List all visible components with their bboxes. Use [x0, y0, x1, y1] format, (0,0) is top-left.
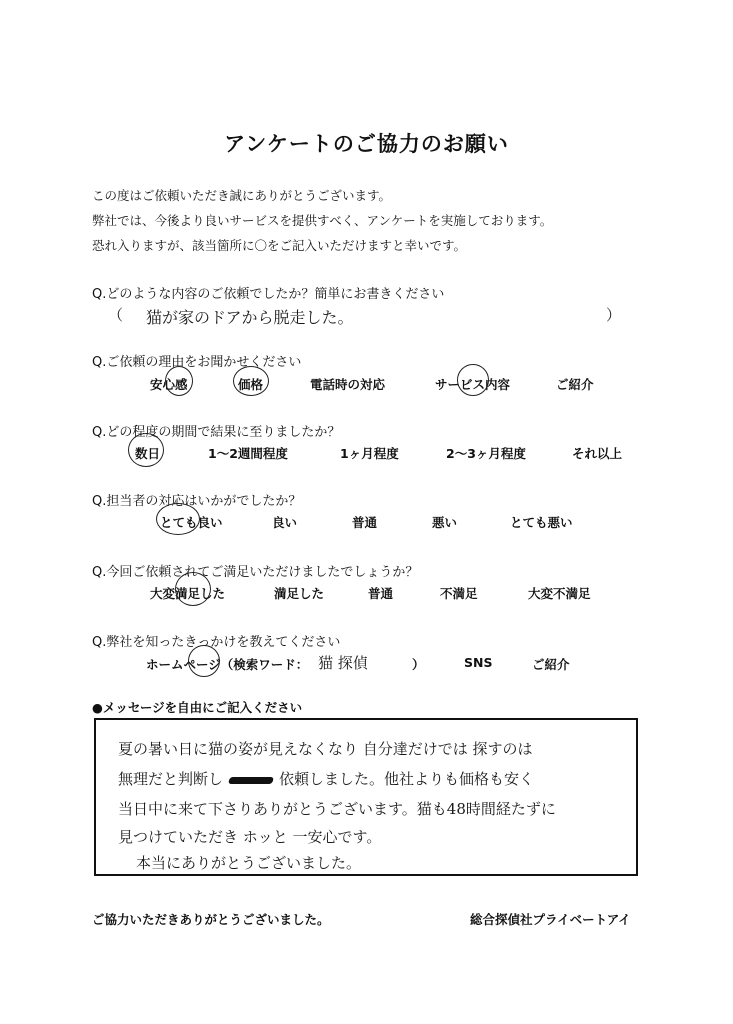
q6-option-sns[interactable]: SNS	[464, 655, 493, 670]
q5-circle-mark	[175, 572, 211, 606]
q2-option-service[interactable]: サービス内容	[435, 377, 511, 392]
message-line-2	[118, 768, 534, 789]
q6-close-paren: ）	[412, 657, 425, 672]
q2-circle-mark-3	[457, 364, 489, 396]
q1-answer: 猫が家のドアから脱走した。	[146, 308, 354, 327]
question-4: Q.担当者の対応はいかがでしたか？	[92, 494, 302, 509]
q4-option-good[interactable]: 良い	[272, 515, 298, 530]
message-line-1: 夏の暑い日に猫の姿が見えなくなり 自分達だけでは 探すのは	[118, 740, 533, 758]
scribble-mark	[228, 777, 274, 784]
q2-circle-mark-1	[165, 366, 193, 396]
q4-option-normal[interactable]: 普通	[352, 515, 378, 530]
q4-circle-mark	[156, 503, 200, 535]
message-box	[94, 718, 638, 876]
q6-option-referral[interactable]: ご紹介	[532, 657, 570, 672]
message-line-2-body: 依頼しました。他社よりも価格も安く	[279, 770, 535, 788]
question-3: Q.どの程度の期間で結果に至りましたか？	[92, 425, 341, 440]
message-line-2-prefix: 無理だと判断し	[118, 770, 224, 788]
q3-option-1month[interactable]: 1ヶ月程度	[340, 446, 399, 461]
message-line-5: 本当にありがとうございました。	[136, 854, 362, 872]
q2-option-anshinkan[interactable]: 安心感	[150, 377, 188, 392]
q5-option-normal[interactable]: 普通	[368, 586, 394, 601]
message-line-3: 当日中に来て下さりありがとうございます。猫も48時間経たずに	[118, 800, 556, 818]
q5-option-very-satisfied[interactable]: 大変満足した	[150, 586, 226, 601]
q4-option-very-bad[interactable]: とても悪い	[510, 515, 573, 530]
intro-line-2: 弊社では、今後より良いサービスを提供すべく、アンケートを実施しております。	[92, 213, 553, 228]
q3-option-more[interactable]: それ以上	[572, 446, 623, 461]
q5-option-very-unsatisfied[interactable]: 大変不満足	[528, 586, 591, 601]
intro-line-1: この度はご依頼いただき誠にありがとうございます。	[92, 188, 392, 203]
question-2: Q.ご依頼の理由をお聞かせください	[92, 355, 302, 370]
q6-circle-mark	[188, 645, 220, 677]
q2-option-referral[interactable]: ご紹介	[556, 377, 594, 392]
q4-option-very-good[interactable]: とても良い	[160, 515, 223, 530]
q3-option-1-2weeks[interactable]: 1～2週間程度	[208, 446, 288, 461]
q6-option-homepage[interactable]: ホームページ（検索ワード：	[146, 657, 309, 672]
q1-close-paren: ）	[606, 306, 622, 324]
footer-company: 総合探偵社プライベートアイ	[470, 912, 631, 927]
q2-circle-mark-2	[233, 366, 269, 396]
intro-line-3: 恐れ入りますが、該当箇所に〇をご記入いただけますと幸いです。	[92, 238, 467, 253]
q2-option-phone[interactable]: 電話時の対応	[310, 377, 386, 392]
q1-open-paren: （	[108, 306, 124, 324]
q6-search-word: 猫 探偵	[318, 654, 368, 672]
q5-option-unsatisfied[interactable]: 不満足	[440, 586, 478, 601]
question-5: Q.今回ご依頼されてご満足いただけましたでしょうか？	[92, 565, 419, 580]
message-line-4: 見つけていただき ホッと 一安心です。	[118, 828, 382, 846]
q2-option-price[interactable]: 価格	[238, 377, 264, 392]
question-6: Q.弊社を知ったきっかけを教えてください	[92, 635, 341, 650]
q5-option-satisfied[interactable]: 満足した	[274, 586, 325, 601]
message-heading: ●メッセージを自由にご記入ください	[92, 700, 303, 715]
q3-option-days[interactable]: 数日	[135, 446, 161, 461]
question-1: Q.どのような内容のご依頼でしたか？簡単にお書きください	[92, 287, 445, 302]
q4-option-bad[interactable]: 悪い	[432, 515, 458, 530]
q3-circle-mark	[128, 433, 164, 467]
q3-option-2-3months[interactable]: 2～3ヶ月程度	[446, 446, 526, 461]
footer-thanks: ご協力いただきありがとうございました。	[92, 912, 330, 927]
page-title: アンケートのご協力のお願い	[224, 132, 509, 156]
